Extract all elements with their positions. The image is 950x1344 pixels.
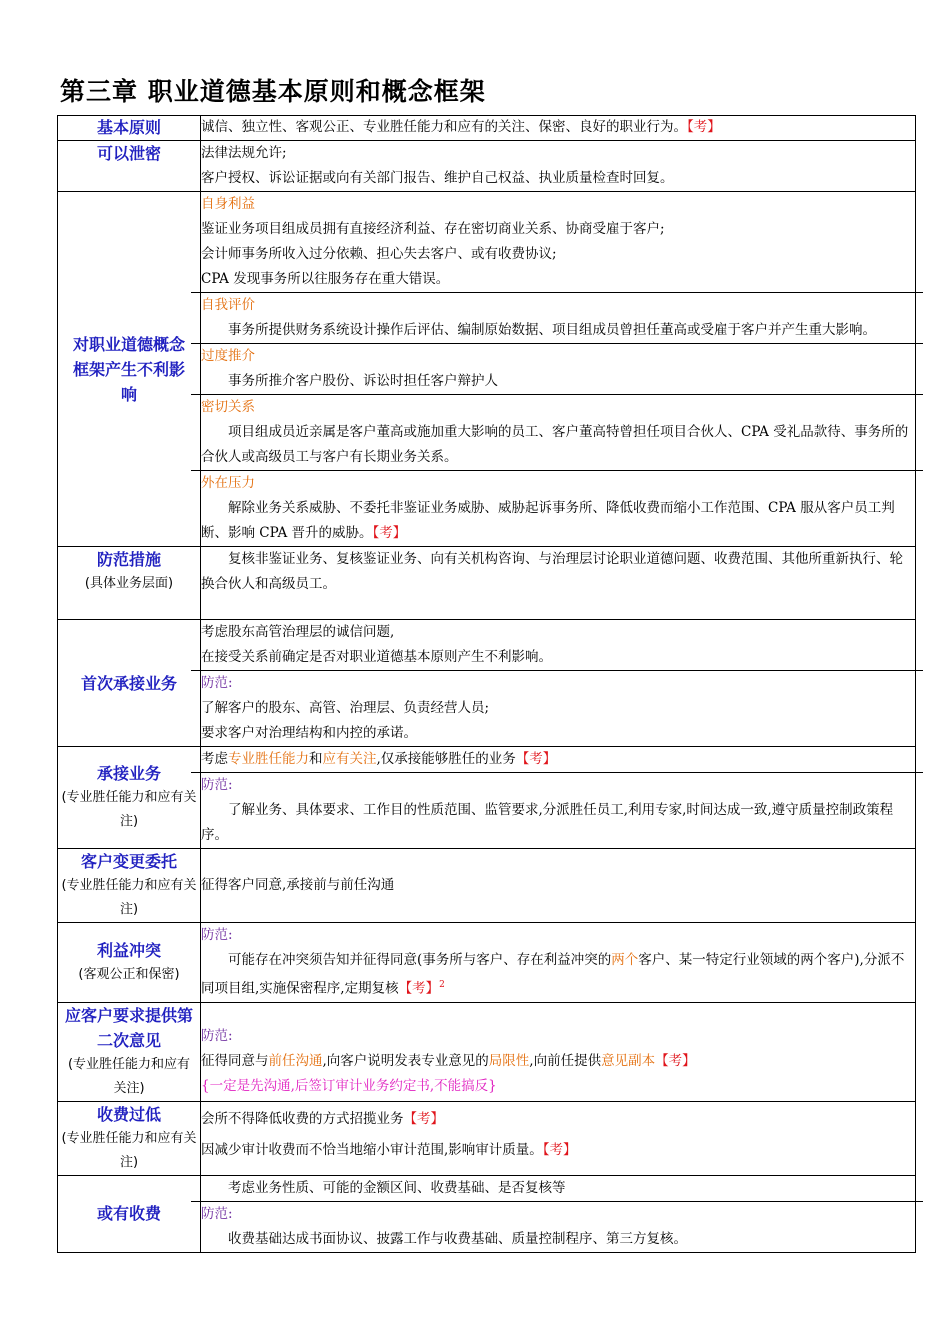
row-label [58,923,201,1003]
row-content [201,1002,916,1101]
content-line: 考虑股东高管治理层的诚信问题, [201,624,395,640]
section-heading: 外在压力 [201,475,255,491]
footnote-mark: 2 [439,980,445,990]
row-threats [58,192,916,547]
exam-tag: 【考】 [515,751,557,767]
safeguard-block [191,1202,923,1252]
row-content [201,1175,916,1252]
row-basic-principles [58,116,916,141]
row-content [201,1101,916,1175]
text-part: 和 [309,751,323,767]
section-heading: 过度推介 [201,348,255,364]
safeguard-heading: 防范: [201,1027,233,1044]
threat-advocacy [191,344,923,395]
row-label: 基本原则 [58,116,201,141]
content-text: 事务所提供财务系统设计操作后评估、编制原始数据、项目组成员曾担任董高或受雇于客户并产生重大影响。 [228,322,876,338]
row-content [201,620,916,747]
text-part: 可能存在冲突须告知并征得同意(事务所与客户、存在利益冲突的 [228,952,612,968]
content-line [201,1104,915,1135]
label-main: 应客户要求提供第二次意见 [64,1005,193,1050]
row-content [201,547,916,620]
text-part: ,向前任提供 [529,1052,602,1069]
highlight: 应有关注 [322,751,377,767]
text-part: 征得同意与 [201,1052,269,1069]
label-sub: (专业胜任能力和应有关注) [61,1130,197,1170]
content-line [201,1049,915,1074]
label-main: 收费过低 [96,1104,161,1124]
row-content [201,747,916,849]
content-text: 项目组成员近亲属是客户董高或施加重大影响的员工、客户董高特曾担任项目合伙人、CPA 受礼品款待、事务所的合伙人或高级员工与客户有长期业务关系。 [201,424,909,465]
row-content [201,141,916,192]
row-label [58,747,201,849]
label-sub: (专业胜任能力和应有关注) [67,1056,191,1096]
content-text: 考虑业务性质、可能的金额区间、收费基础、是否复核等 [228,1179,566,1196]
content-line: 会计师事务所收入过分依赖、担心失去客户、或有收费协议; [201,246,557,262]
row-first-engagement [58,620,916,747]
row-content [201,192,916,547]
exam-tag: 【考】 [403,1110,444,1127]
row-low-fee [58,1101,916,1175]
page-title: 第三章 职业道德基本原则和概念框架 [60,77,486,106]
content-text: 征得客户同意,承接前与前任沟通 [201,877,395,893]
exam-tag: 【考】 [655,1052,696,1069]
content-text: 诚信、独立性、客观公正、专业胜任能力和应有的关注、保密、良好的职业行为。 [201,119,687,135]
section-heading: 自我评价 [201,297,255,313]
content-text: 了解业务、具体要求、工作目的性质范围、监管要求,分派胜任员工,利用专家,时间达成一致,遵守质量控制政策程序。 [201,802,894,843]
exam-tag: 【考】 [687,119,721,135]
row-client-change [58,849,916,923]
row-content [201,849,916,923]
safeguard-heading: 防范: [201,777,233,793]
exam-tag: 【考】 [398,980,440,997]
label-main: 承接业务 [96,764,161,783]
content-line: 法律法规允许; [201,145,287,161]
threat-self-interest [191,192,923,293]
content-line: 客户授权、诉讼证据或向有关部门报告、维护自己权益、执业质量检查时回复。 [201,170,674,186]
highlight: 专业胜任能力 [228,751,309,767]
safeguard-block [191,671,923,746]
row-content [201,116,916,141]
safeguard-heading: 防范: [201,1205,233,1222]
row-label: 对职业道德概念框架产生不利影响 [58,192,201,547]
label-sub: (具体业务层面) [84,576,174,591]
content-line: 在接受关系前确定是否对职业道德基本原则产生不利影响。 [201,649,552,665]
section-heading: 密切关系 [201,399,255,415]
label-sub: (客观公正和保密) [78,966,180,982]
row-contingent-fee [58,1175,916,1252]
row-disclosure [58,141,916,192]
note-text: {一定是先沟通,后签订审计业务约定书,不能搞反} [201,1077,497,1094]
highlight: 两个 [611,952,639,968]
exam-tag: 【考】 [372,525,407,541]
text-part: ,仅承接能够胜任的业务 [376,751,516,767]
threat-self-review [191,293,923,344]
ethics-table [57,115,916,1253]
text-part: 考虑 [201,751,228,767]
content-line: CPA 发现事务所以往服务存在重大错误。 [201,271,450,287]
row-label: 或有收费 [58,1175,201,1252]
threat-familiarity [191,395,923,471]
content-line: 要求客户对治理结构和内控的承诺。 [201,725,417,741]
row-label [58,547,201,620]
content-text: 事务所推介客户股份、诉讼时担任客户辩护人 [228,373,498,389]
text-part: 会所不得降低收费的方式招揽业务 [201,1110,404,1127]
content-text: 收费基础达成书面协议、披露工作与收费基础、质量控制程序、第三方复核。 [228,1230,687,1247]
content-text: 复核非鉴证业务、复核鉴证业务、向有关机构咨询、与治理层讨论职业道德问题、收费范围、其他所重新执行、轮换合伙人和高级员工。 [201,551,903,592]
row-label [58,1002,201,1101]
content-block [191,620,923,671]
row-safeguards [58,547,916,620]
content-line [201,1135,915,1166]
row-accept-engagement [58,747,916,849]
row-conflict-of-interest [58,923,916,1003]
row-label [58,849,201,923]
content-line: 鉴证业务项目组成员拥有直接经济利益、存在密切商业关系、协商受雇于客户; [201,221,665,237]
safeguard-heading: 防范: [201,927,233,943]
label-main: 防范措施 [96,550,161,569]
row-content [201,923,916,1003]
highlight: 局限性 [488,1052,530,1069]
highlight: 前任沟通 [268,1052,323,1069]
section-heading: 自身利益 [201,196,255,212]
safeguard-heading: 防范: [201,675,233,691]
exam-tag: 【考】 [542,1141,577,1158]
row-second-opinion [58,1002,916,1101]
threat-intimidation [191,471,923,546]
content-text [201,948,915,1002]
row-label: 可以泄密 [58,141,201,192]
row-label: 首次承接业务 [58,620,201,747]
content-block [191,747,923,773]
text-part: ,向客户说明发表专业意见的 [322,1052,489,1069]
text-part: 客户、某一特定行业领域的两个客户),分派不同项目组,实施保密程序,定期复核 [201,952,905,997]
highlight: 意见副本 [601,1052,656,1069]
row-label [58,1101,201,1175]
content-line: 了解客户的股东、高管、治理层、负责经营人员; [201,700,490,716]
safeguard-block [191,773,923,848]
content-text [201,496,915,546]
content-block [191,1176,923,1202]
label-main: 利益冲突 [96,940,161,960]
content-text-part: 解除业务关系威胁、不委托非鉴证业务威胁、威胁起诉事务所、降低收费而缩小工作范围、CPA 服从客户员工判断、影响 CPA 晋升的威胁。 [201,500,895,541]
label-sub: (专业胜任能力和应有关注) [61,790,197,829]
text-part: 因减少审计收费而不恰当地缩小审计范围,影响审计质量。 [201,1141,543,1158]
label-sub: (专业胜任能力和应有关注) [61,878,197,917]
label-main: 客户变更委托 [80,852,177,871]
